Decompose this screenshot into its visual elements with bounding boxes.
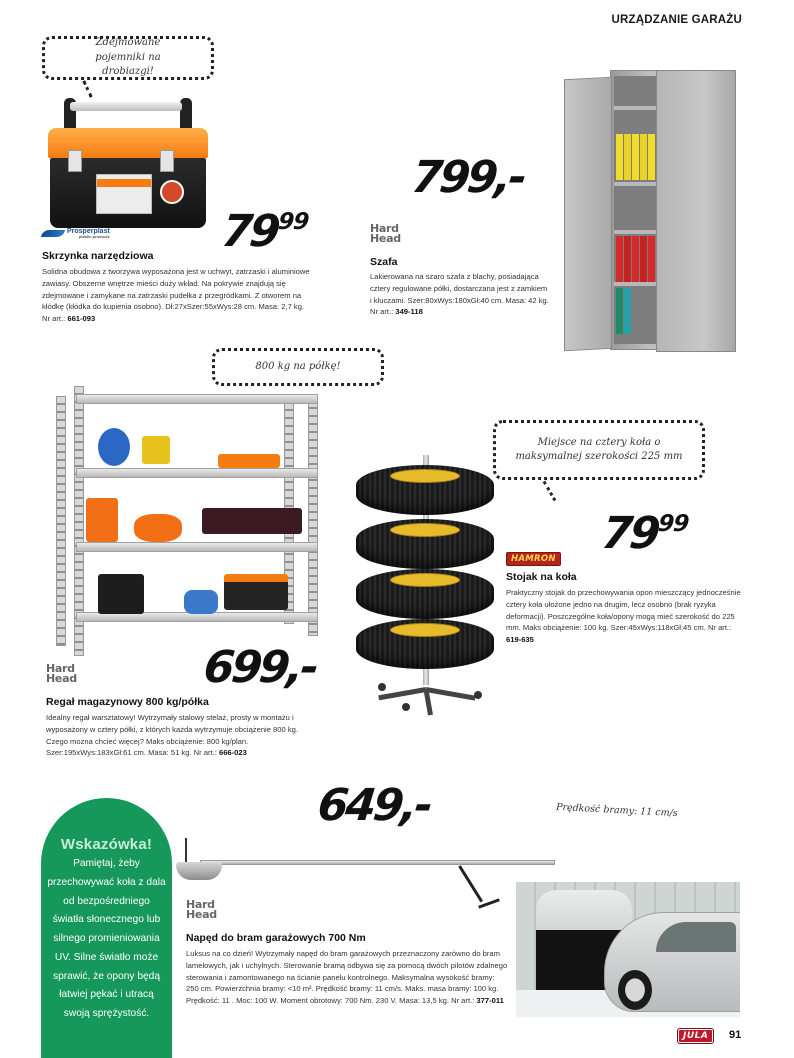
- price-main: 79: [219, 206, 280, 257]
- garage-drive-description: [186, 948, 508, 1007]
- description-text: Solidna obudowa z tworzywa wyposażona jest w uchwyt, zatrzaski i aluminiowe zawiasy. Obszerne wnętrze mieści duży wkład. Na pokrywie znajdują się zdejmowane i zamykane na zatrzaski pudełka z przegródkami. Z otworem na kłódkę (kłódka do kupienia osobno). Dł:27xSzer:55xWys:28 cm. Masa: 2,7 kg. Nr art.:: [42, 267, 310, 324]
- toolbox-price: [219, 206, 310, 257]
- tire-stand-price: [599, 508, 690, 559]
- bubble-tail: [82, 80, 92, 98]
- description-text: Lakierowana na szaro szafa z blachy, posiadająca cztery regulowane półki, dostarczana jest z zamkiem i kluczami. Szer:80xWys:180xGł:40 cm. Masa: 42 kg. Nr art.:: [370, 272, 549, 317]
- article-number: 377-011: [476, 996, 504, 1006]
- toolbox-description: [42, 266, 310, 325]
- shelving-image: [52, 386, 322, 656]
- tip-title: Wskazówka!: [60, 836, 153, 853]
- hardhead-logo: [46, 664, 77, 685]
- tire-stand-image: [356, 455, 496, 720]
- garage-drive-title: Napęd do bram garażowych 700 Nm: [186, 932, 366, 944]
- tire-stand-callout-bubble: [493, 420, 705, 480]
- gate-speed-note: Prędkość bramy: 11 cm/s: [555, 801, 678, 820]
- hardhead-logo: [186, 900, 217, 921]
- description-text: Idealny regał warsztatowy! Wytrzymały stalowy stelaż, prosty w montażu i wyposażony w cztery półki, z których każda wytrzymuje obciążenie 800 kg. Czego można chcieć więcej? Maks obciążenie: 800 kg/plan. Szer:195xWys:183xGł:61 cm. Masa: 51 kg. Nr art.:: [46, 713, 298, 758]
- brand-line: Head: [186, 908, 217, 922]
- shelving-callout-text: 800 kg na półkę!: [255, 360, 341, 372]
- article-number: 349-118: [395, 307, 423, 317]
- garage-photo: [516, 882, 740, 1017]
- brand-line: Head: [370, 232, 401, 246]
- drive-rail-image: [200, 860, 555, 865]
- article-number: 666-023: [218, 748, 247, 758]
- shelving-callout-bubble: [212, 348, 384, 386]
- cabinet-price: 799,-: [409, 152, 527, 203]
- brand-line: Hard: [46, 662, 75, 675]
- cabinet-title: Szafa: [370, 256, 398, 268]
- shelving-title: Regał magazynowy 800 kg/półka: [46, 696, 209, 708]
- brand-name: Prosperplast: [67, 228, 110, 235]
- cabinet-description: [370, 271, 550, 318]
- garage-drive-price: 649,-: [315, 780, 433, 831]
- brand-line: Head: [46, 672, 77, 686]
- description-text: Luksus na co dzień! Wytrzymały napęd do bram garażowych przeznaczony zarówno do bram lamelowych, jak i uchylnych. Sterowanie bramą odbywa się za pomocą dwóch pilotów zdalnego sterowania i zamontowanego na ścianie panelu kontrolnego. Maksymalna wysokość bramy: 250 cm. Powierzchnia bramy: <10 m². Prędkość bramy: 11 cm/s. Maks. masa bramy: 100 kg. Prędkość: 11 . Moc: 100 W. Moment obrotowy: 700 Nm. 230 V. Masa: 13,5 kg. Nr art.:: [186, 949, 508, 1006]
- price-main: 79: [599, 508, 660, 559]
- toolbox-callout-bubble: [42, 36, 214, 80]
- brand-subtitle: plastic products: [78, 234, 110, 239]
- hardhead-logo: [370, 224, 401, 245]
- section-title: URZĄDZANIE GARAŻU: [611, 14, 742, 26]
- tire-stand-callout-text: Miejsce na cztery koła o maksymalnej szerokości 225 mm: [515, 436, 683, 462]
- tip-text: Pamiętaj, żeby przechowywać koła z dala od bezpośredniego światła słonecznego lub silnego promieniowania UV. Silne światło może sprawić, że opony będą łatwiej pękać i utracą swoją sprężystość.: [47, 858, 166, 1020]
- toolbox-image: [48, 98, 208, 230]
- shelving-price: 699,-: [201, 642, 319, 693]
- toolbox-title: Skrzynka narzędziowa: [42, 250, 154, 262]
- price-cents: 99: [276, 209, 310, 236]
- bubble-tail: [543, 481, 557, 502]
- page-number: 91: [729, 1029, 742, 1041]
- price-cents: 99: [656, 511, 690, 538]
- tire-stand-title: Stojak na koła: [506, 571, 577, 583]
- prosperplast-swoosh-icon: [41, 230, 66, 237]
- tire-stand-description: [506, 587, 742, 646]
- tip-box: [41, 798, 172, 1058]
- description-text: Praktyczny stojak do przechowywania opon mieszczący jednocześnie cztery koła ułożone jedno na drugim, lecz osobno (brak ryzyka deformacji). Poszczególne koła/opony mogą mieć szerokość do 225 mm. Maks obciążenie: 100 kg. Szer:45xWys:118xGł:45 cm. Nr art.:: [506, 588, 741, 633]
- drive-arm: [458, 865, 483, 902]
- hamron-logo: HAMRON: [506, 552, 561, 566]
- article-number: 661-093: [67, 314, 96, 324]
- drive-motor-image: [176, 862, 222, 880]
- brand-line: Hard: [370, 222, 399, 235]
- prosperplast-logo: [42, 228, 110, 239]
- drive-hanger: [185, 838, 187, 864]
- shelving-description: [46, 712, 316, 759]
- toolbox-callout-text: Zdejmowane pojemniki na drobiazgi!: [95, 37, 161, 78]
- jula-logo: JULA: [678, 1029, 713, 1043]
- brand-line: Hard: [186, 898, 215, 911]
- article-number: 619-635: [506, 635, 534, 645]
- cabinet-image: [560, 70, 740, 354]
